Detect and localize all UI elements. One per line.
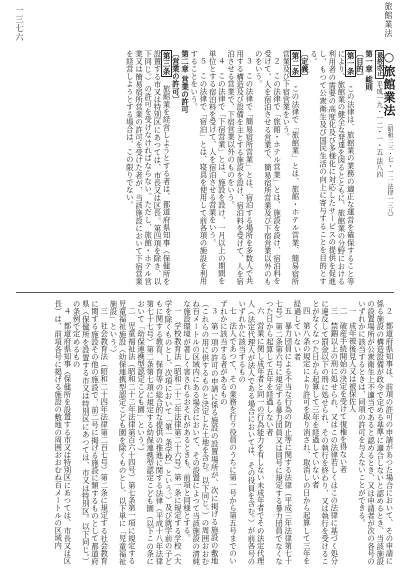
law-title: ○旅館業法 <box>382 50 396 117</box>
article-1 <box>309 50 355 285</box>
page-number: 一三七六 <box>15 6 24 42</box>
list-item: 一 学校教育法（昭和二十二年法律第二十六号）第一条に規定する学校（大学を除くものとし、次項において「第一条学校」という。）及び就学前の子どもに関する教育、保育等の総合的な提供の推進に関する法律（平成十八年法律第七十七号）第二条第七項に規定する幼保連携型認定こども園（以下この条において「幼保連携型認定こども園」という。） <box>136 300 183 565</box>
article-text: この法律は、旅館業の業務の適正な運営を確保すること等により、旅館業の健全な発達を図るとともに、旅館業の分野における利用者の需要の高度化及び多様化に対応したサービスの提供を促進し、もつて公衆衛生及び国民生活の向上に寄与することを目的とする。 <box>309 50 356 285</box>
article-text: 旅館業を経営しようとする者は、都道府県知事（保健所を設置する市又は特別区にあつては、市長又は区長。第四項を除き、以下同じ。）の許可を受けなければならない。ただし、旅館・ホテル営業又は簡易宿所営業の許可を受けた者が、当該施設において下宿営業を経営しようとする場合は、この限りでない。 <box>125 50 172 285</box>
list-item: 二 児童福祉法（昭和二十二年法律第百六十四号）第七条第一項に規定する児童福祉施設（幼保連携型認定こども園を除くものとし、以下単に「児童福祉施設」という。） <box>108 300 137 565</box>
amendment-text: 平成一九・一二・一・五 法八四 <box>374 81 383 178</box>
amendment-note <box>374 50 384 285</box>
list-item: 七 法人であつて、その業務を行う役員のうちに第一号から第五号までのいずれかに該当する者があるもの <box>219 300 238 565</box>
paragraph: ３ 第一項の許可の申請に係る施設の設置場所が、次に掲げる施設の敷地（これらの用に供するものと決定した土地を含む。以下同じ。）の周囲おおむね百メートルの区域内にある場合において、その設置によつて当該施設の清純な施設環境が著しく害されるおそれがあるときも、前項と同様とする。 <box>182 300 220 565</box>
list-item: 一 成年被後見人又は被保佐人 <box>348 307 358 414</box>
paragraph: ２ 都道府県知事は、前項の許可の申請があつた場合において、その申請に係る施設の構造設備が政令で定める基準に適合しないと認めるとき、当該施設の設置場所が公衆衛生上不適当であると認めるとき、又は申請者が次の各号のいずれかに該当するときは、同項の許可を与えないことができる。 <box>357 300 394 565</box>
paragraph: ３ この法律で「簡易宿所営業」とは、宿泊する場所を多数人で共用する構造及び設備を主とする施設を設け、宿泊料を受けて、人を宿泊させる営業で、下宿営業以外のものをいう。 <box>226 50 254 285</box>
paragraph: ５ この法律で「宿泊」とは、寝具を使用して前各項の施設を利用することをいう。 <box>189 50 208 285</box>
article-label: 第一条 <box>346 52 356 76</box>
law-number: （昭和二三・七・一二 法律一三八） <box>386 119 393 220</box>
paragraph: ４ この法律で「下宿営業」とは、施設を設け、一月以上の期間を単位とする宿泊料を受けて、人を宿泊させる営業をいう。 <box>208 50 227 285</box>
list-item: 三 禁錮以上の刑に処せられ、又はこの法律若しくはこの法律に基づく処分に違反して罰金以下の刑に処せられ、その執行を終わり、又は執行を受けることがなくなつた日から起算して三年を経過していない者 <box>311 300 339 565</box>
text-band-upper <box>16 50 394 285</box>
article-2 <box>282 50 300 285</box>
chapter-heading: 第二章 営業の許可 <box>180 50 190 114</box>
running-head: 旅館業法 <box>384 2 393 38</box>
section-caption: 〔定義〕 <box>300 50 310 81</box>
list-item: 四 第八条の規定により許可を取り消され、取消しの日から起算して三年を経過していない者 <box>292 300 312 565</box>
paragraph: ２ この法律で「旅館・ホテル営業」とは、施設を設け、宿泊料を受けて、人を宿泊させる営業で、簡易宿所営業及び下宿営業以外のものをいう。 <box>254 50 282 285</box>
list-item: 二 破産手続開始の決定を受けて復権を得ない者 <box>338 307 348 474</box>
paragraph: ４ 都道府県知事（保健所を設置する市又は特別区にあつては、市長又は区長）は、前項各号に掲げる施設の敷地の周囲おおむね百メートルの区域内 <box>53 300 72 565</box>
band-divider <box>16 292 394 293</box>
list-item: 五 暴力団員による不当な行為の防止等に関する法律（平成三年法律第七十七号）第二条第六号に規定する暴力団員又は同号に規定する暴力団員でなくなつた日から起算して五年を経過しない者 <box>265 300 293 565</box>
article-text: この法律で「旅館業」とは、旅館・ホテル営業、簡易宿所営業及び下宿営業をいう。 <box>281 50 300 285</box>
list-item: 六 営業に関し成年者と同一の行為能力を有しない未成年者でその法定代理人（法定代理人が法人である場合においては、その役員を含む。）が前各号のいずれかに該当するもの <box>237 300 266 565</box>
list-item: 三 社会教育法（昭和二十四年法律第二百七号）第二条に規定する社会教育に関する施設その他の施設で、前二号に掲げる施設に類するものとして都道府県（保健所を設置する市又は特別区にあつては、市又は特別区。以下同じ。）の条例で定めるもの <box>72 300 109 565</box>
section-caption: 〔営業の許可〕 <box>171 50 181 103</box>
chapter-heading: 第一章 総則 <box>364 50 374 91</box>
article-3 <box>125 50 171 285</box>
article-label: 第二条 <box>290 52 300 76</box>
amendment-label: 最終改正 <box>375 52 383 77</box>
section-caption: 〔目的〕 <box>355 50 365 81</box>
text-band-lower <box>16 300 394 565</box>
article-label: 第三条 <box>162 52 172 76</box>
